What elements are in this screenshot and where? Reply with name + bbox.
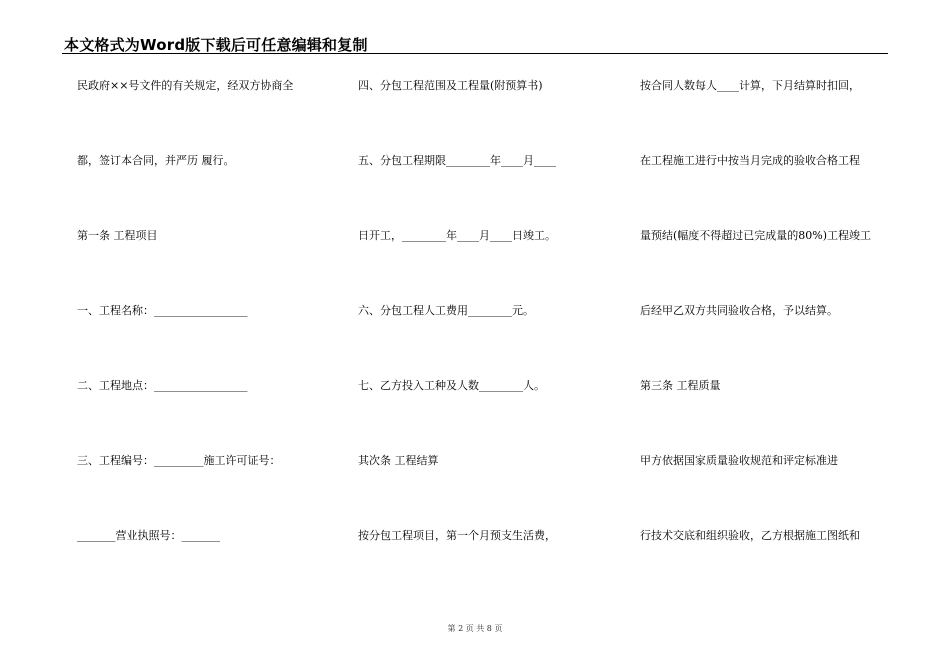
text-line: 量预结(幅度不得超过已完成量的80%)工程竣工 bbox=[640, 229, 872, 242]
text-line: 第一条 工程项目 bbox=[77, 229, 158, 242]
text-line: _______营业执照号：_______ bbox=[77, 529, 220, 542]
text-line: 其次条 工程结算 bbox=[358, 454, 439, 467]
header-divider bbox=[62, 53, 888, 54]
text-line: 六、分包工程人工费用________元。 bbox=[358, 304, 534, 317]
text-line: 第三条 工程质量 bbox=[640, 379, 721, 392]
text-line: 都，签订本合同，并严历 履行。 bbox=[77, 154, 235, 167]
text-line: 在工程施工进行中按当月完成的验收合格工程 bbox=[640, 154, 860, 167]
text-line: 三、工程编号：_________施工许可证号： bbox=[77, 454, 281, 467]
text-line: 民政府××号文件的有关规定，经双方协商全 bbox=[77, 79, 294, 92]
text-line: 四、分包工程范围及工程量(附预算书) bbox=[358, 79, 543, 92]
text-line: 二、工程地点：_________________ bbox=[77, 379, 248, 392]
text-line: 按分包工程项目，第一个月预支生活费， bbox=[358, 529, 556, 542]
text-line: 后经甲乙双方共同验收合格，予以结算。 bbox=[640, 304, 838, 317]
text-line: 甲方依据国家质量验收规范和评定标准进 bbox=[640, 454, 838, 467]
text-line: 行技术交底和组织验收，乙方根据施工图纸和 bbox=[640, 529, 860, 542]
page-header-title: 本文格式为Word版下载后可任意编辑和复制 bbox=[64, 36, 368, 54]
page-number: 第 2 页 共 8 页 bbox=[447, 624, 503, 633]
text-line: 五、分包工程期限________年____月____ bbox=[358, 154, 556, 167]
text-line: 按合同人数每人____计算，下月结算时扣回， bbox=[640, 79, 860, 92]
text-line: 一、工程名称：_________________ bbox=[77, 304, 248, 317]
text-line: 日开工，________年____月____日竣工。 bbox=[358, 229, 556, 242]
text-line: 七、乙方投入工种及人数________人。 bbox=[358, 379, 545, 392]
